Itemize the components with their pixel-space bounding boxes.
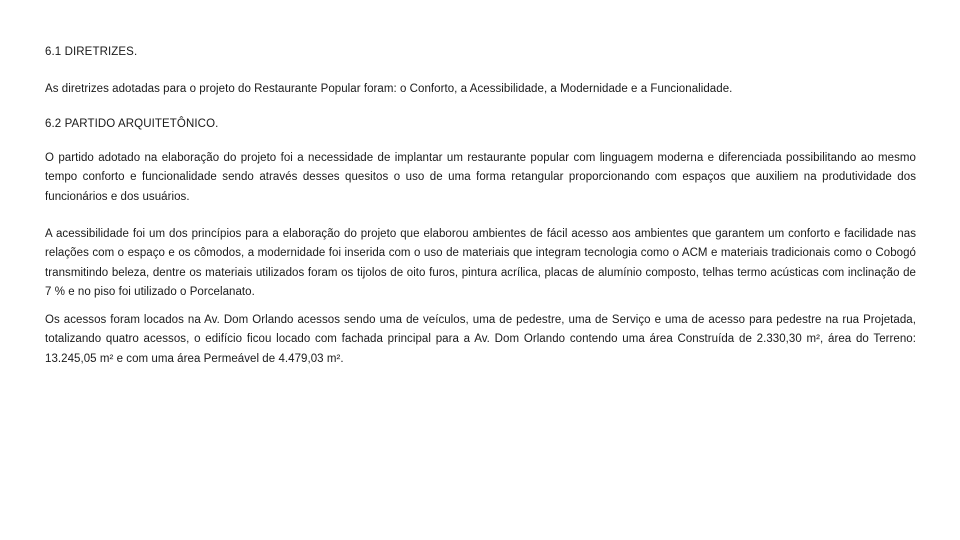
partido-paragraph: O partido adotado na elaboração do projeto foi a necessidade de implantar um restaurante popular com linguagem moderna e diferenciada possibilitando ao mesmo tempo conforto e funcionalidade sendo através desses quesitos o uso de uma forma retangular proporcionando com espaços que auxiliem na produtividade dos funcionários e dos usuários. [45, 152, 916, 203]
diretrizes-paragraph: As diretrizes adotadas para o projeto do Restaurante Popular foram: o Conforto, a Acessibilidade, a Modernidade e a Funcionalidade. [45, 83, 733, 95]
acessibilidade-paragraph: A acessibilidade foi um dos princípios para a elaboração do projeto que elaborou ambientes de fácil acesso aos ambientes que garantem um conforto e facilidade nas relações com o espaço e os cômodos, a modernidade foi inserida com o uso de materiais que integram tecnologia como o ACM e materiais tradicionais como o Cobogó transmitindo beleza, dentre os materiais utilizados foram os tijolos de oito furos, pintura acrílica, placas de alumínio composto, telhas termo acústicas com inclinação de 7 % e no piso foi utilizado o Porcelanato. [45, 228, 916, 298]
section-heading-diretrizes: 6.1 DIRETRIZES. [45, 46, 138, 58]
section-heading-partido-arquitetonico: 6.2 PARTIDO ARQUITETÔNICO. [45, 118, 219, 130]
document-page [45, 40, 916, 500]
acessos-paragraph: Os acessos foram locados na Av. Dom Orlando acessos sendo uma de veículos, uma de pedestre, uma de Serviço e uma de acesso para pedestre na rua Projetada, totalizando quatro acessos, o edifício ficou locado com fachada principal para a Av. Dom Orlando contendo uma área Construída de 2.330,30 m², área do Terreno: 13.245,05 m² e com uma área Permeável de 4.479,03 m². [45, 314, 916, 365]
